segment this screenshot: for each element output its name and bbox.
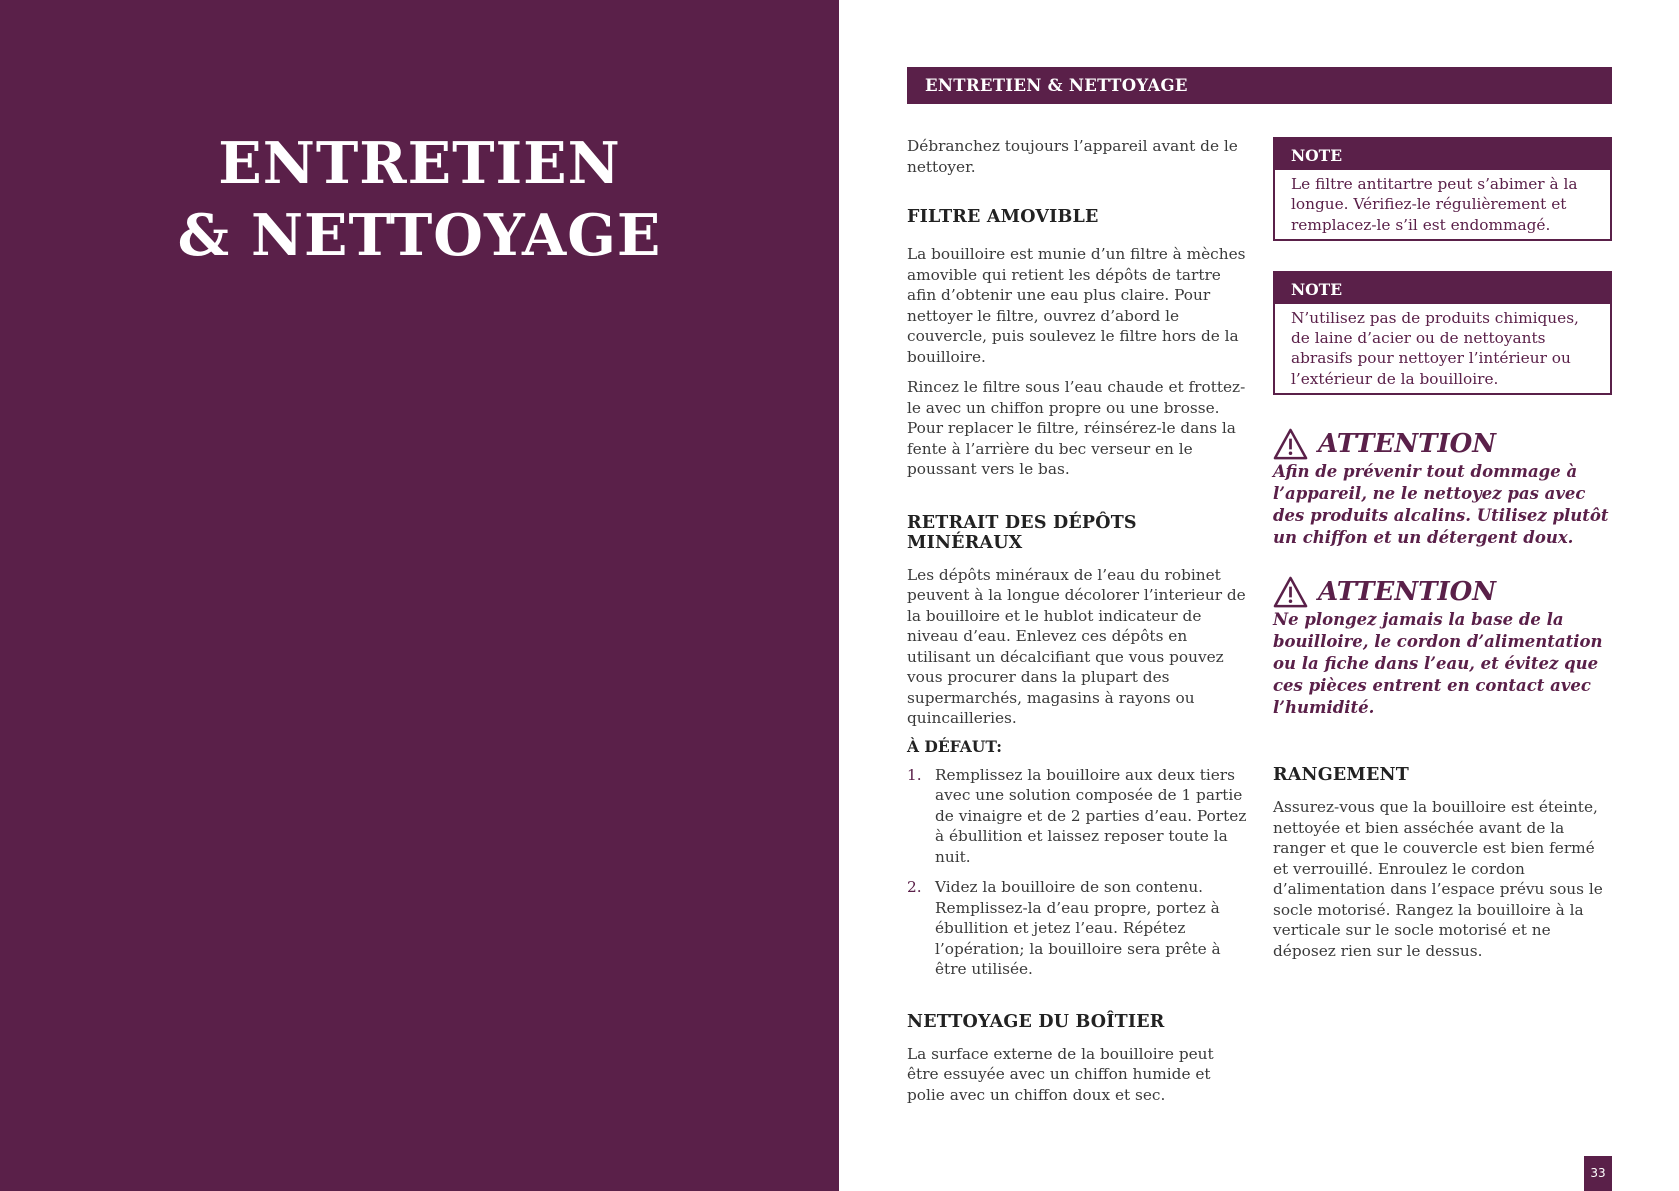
warning-text: Afin de prévenir tout dommage à l’appareil, ne le nettoyez pas avec des produits alcalins. Utilisez plutôt un chiffon et un détergent doux. bbox=[1273, 462, 1609, 548]
filtre-heading: FILTRE AMOVIBLE bbox=[907, 207, 1099, 227]
note-text: Le filtre antitartre peut s’abimer à la longue. Vérifiez-le régulièrement et remplacez-le s’il est endommagé. bbox=[1291, 175, 1578, 234]
warning-triangle-icon bbox=[1273, 428, 1308, 461]
filtre-paragraph-2: Rincez le filtre sous l’eau chaude et frottez-le avec un chiffon propre ou une brosse. Pour replacer le filtre, réinsérez-le dans la fente à l’arrière du bec verseur en le poussant vers le bas. bbox=[907, 378, 1246, 478]
note-text: N’utilisez pas de produits chimiques, de laine d’acier ou de nettoyants abrasifs pour nettoyer l’intérieur ou l’extérieur de la bouilloire. bbox=[1291, 308, 1579, 388]
warning-block bbox=[1273, 427, 1612, 549]
list-item bbox=[907, 765, 1247, 868]
step-text: Remplissez la bouilloire aux deux tiers avec une solution composée de 1 partie de vinaigre et de 2 parties d’eau. Portez à ébullition et laissez reposer toute la nuit. bbox=[935, 765, 1247, 866]
page-number: 33 bbox=[1584, 1156, 1612, 1191]
list-item bbox=[907, 877, 1247, 980]
warning-triangle-icon bbox=[1273, 576, 1308, 609]
step-number: 2. bbox=[907, 878, 922, 896]
note-box bbox=[1273, 271, 1612, 395]
filtre-paragraph-1: La bouilloire est munie d’un filtre à mèches amovible qui retient les dépôts de tartre afin d’obtenir une eau plus claire. Pour nettoyer le filtre, ouvrez d’abord le couvercle, puis soulevez le filtre hors de la bouilloire. bbox=[907, 245, 1246, 366]
rangement-paragraph: Assurez-vous que la bouilloire est éteinte, nettoyée et bien asséchée avant de la ranger et que le couvercle est bien fermé et verrouillé. Enroulez le cordon d’alimentation dans l’espace prévu sous le socle motorisé. Rangez la bouilloire à la verticale sur le socle motorisé et ne déposez rien sur le dessus. bbox=[1273, 798, 1603, 960]
step-number: 1. bbox=[907, 765, 922, 784]
retrait-heading: RETRAIT DES DÉPÔTS MINÉRAUX bbox=[907, 512, 1137, 553]
left-column bbox=[907, 136, 1247, 1115]
note-box bbox=[1273, 137, 1612, 241]
right-column bbox=[1273, 137, 1612, 971]
chapter-title bbox=[0, 128, 839, 272]
left-page bbox=[0, 0, 839, 1191]
step-text: Videz la bouilloire de son contenu. Remplissez-la d’eau propre, portez à ébullition et jetez l’eau. Répétez l’opération; la bouilloire sera prête à être utilisée. bbox=[935, 878, 1221, 978]
chapter-title-line-2: & NETTOYAGE bbox=[177, 202, 662, 269]
warning-text: Ne plongez jamais la base de la bouilloire, le cordon d’alimentation ou la fiche dans l’eau, et évitez que ces pièces entrent en contact avec l’humidité. bbox=[1273, 610, 1603, 718]
rangement-heading: RANGEMENT bbox=[1273, 765, 1409, 786]
a-defaut-subheading: À DÉFAUT: bbox=[907, 736, 1003, 756]
retrait-paragraph: Les dépôts minéraux de l’eau du robinet peuvent à la longue décolorer l’interieur de la bouilloire et le hublot indicateur de niveau d’eau. Enlevez ces dépôts en utilisant un décalcifiant que vous pouvez vous procurer dans la plupart des supermarchés, magasins à rayons ou quincailleries. bbox=[907, 565, 1246, 727]
section-header-bar: ENTRETIEN & NETTOYAGE bbox=[907, 67, 1612, 104]
warning-title-text: ATTENTION bbox=[1318, 577, 1497, 608]
boitier-paragraph: La surface externe de la bouilloire peut être essuyée avec un chiffon humide et polie avec un chiffon doux et sec. bbox=[907, 1044, 1214, 1104]
right-page bbox=[839, 0, 1679, 1191]
warning-title bbox=[1273, 427, 1612, 461]
note-heading: NOTE bbox=[1275, 139, 1610, 170]
note-heading: NOTE bbox=[1275, 273, 1610, 304]
steps-list bbox=[907, 765, 1247, 980]
boitier-heading: NETTOYAGE DU BOÎTIER bbox=[907, 1011, 1165, 1032]
warning-title-text: ATTENTION bbox=[1318, 429, 1497, 460]
warning-title bbox=[1273, 575, 1612, 609]
chapter-title-line-1: ENTRETIEN bbox=[218, 130, 621, 197]
intro-text: Débranchez toujours l’appareil avant de le nettoyer. bbox=[907, 137, 1238, 176]
warning-block bbox=[1273, 575, 1612, 719]
